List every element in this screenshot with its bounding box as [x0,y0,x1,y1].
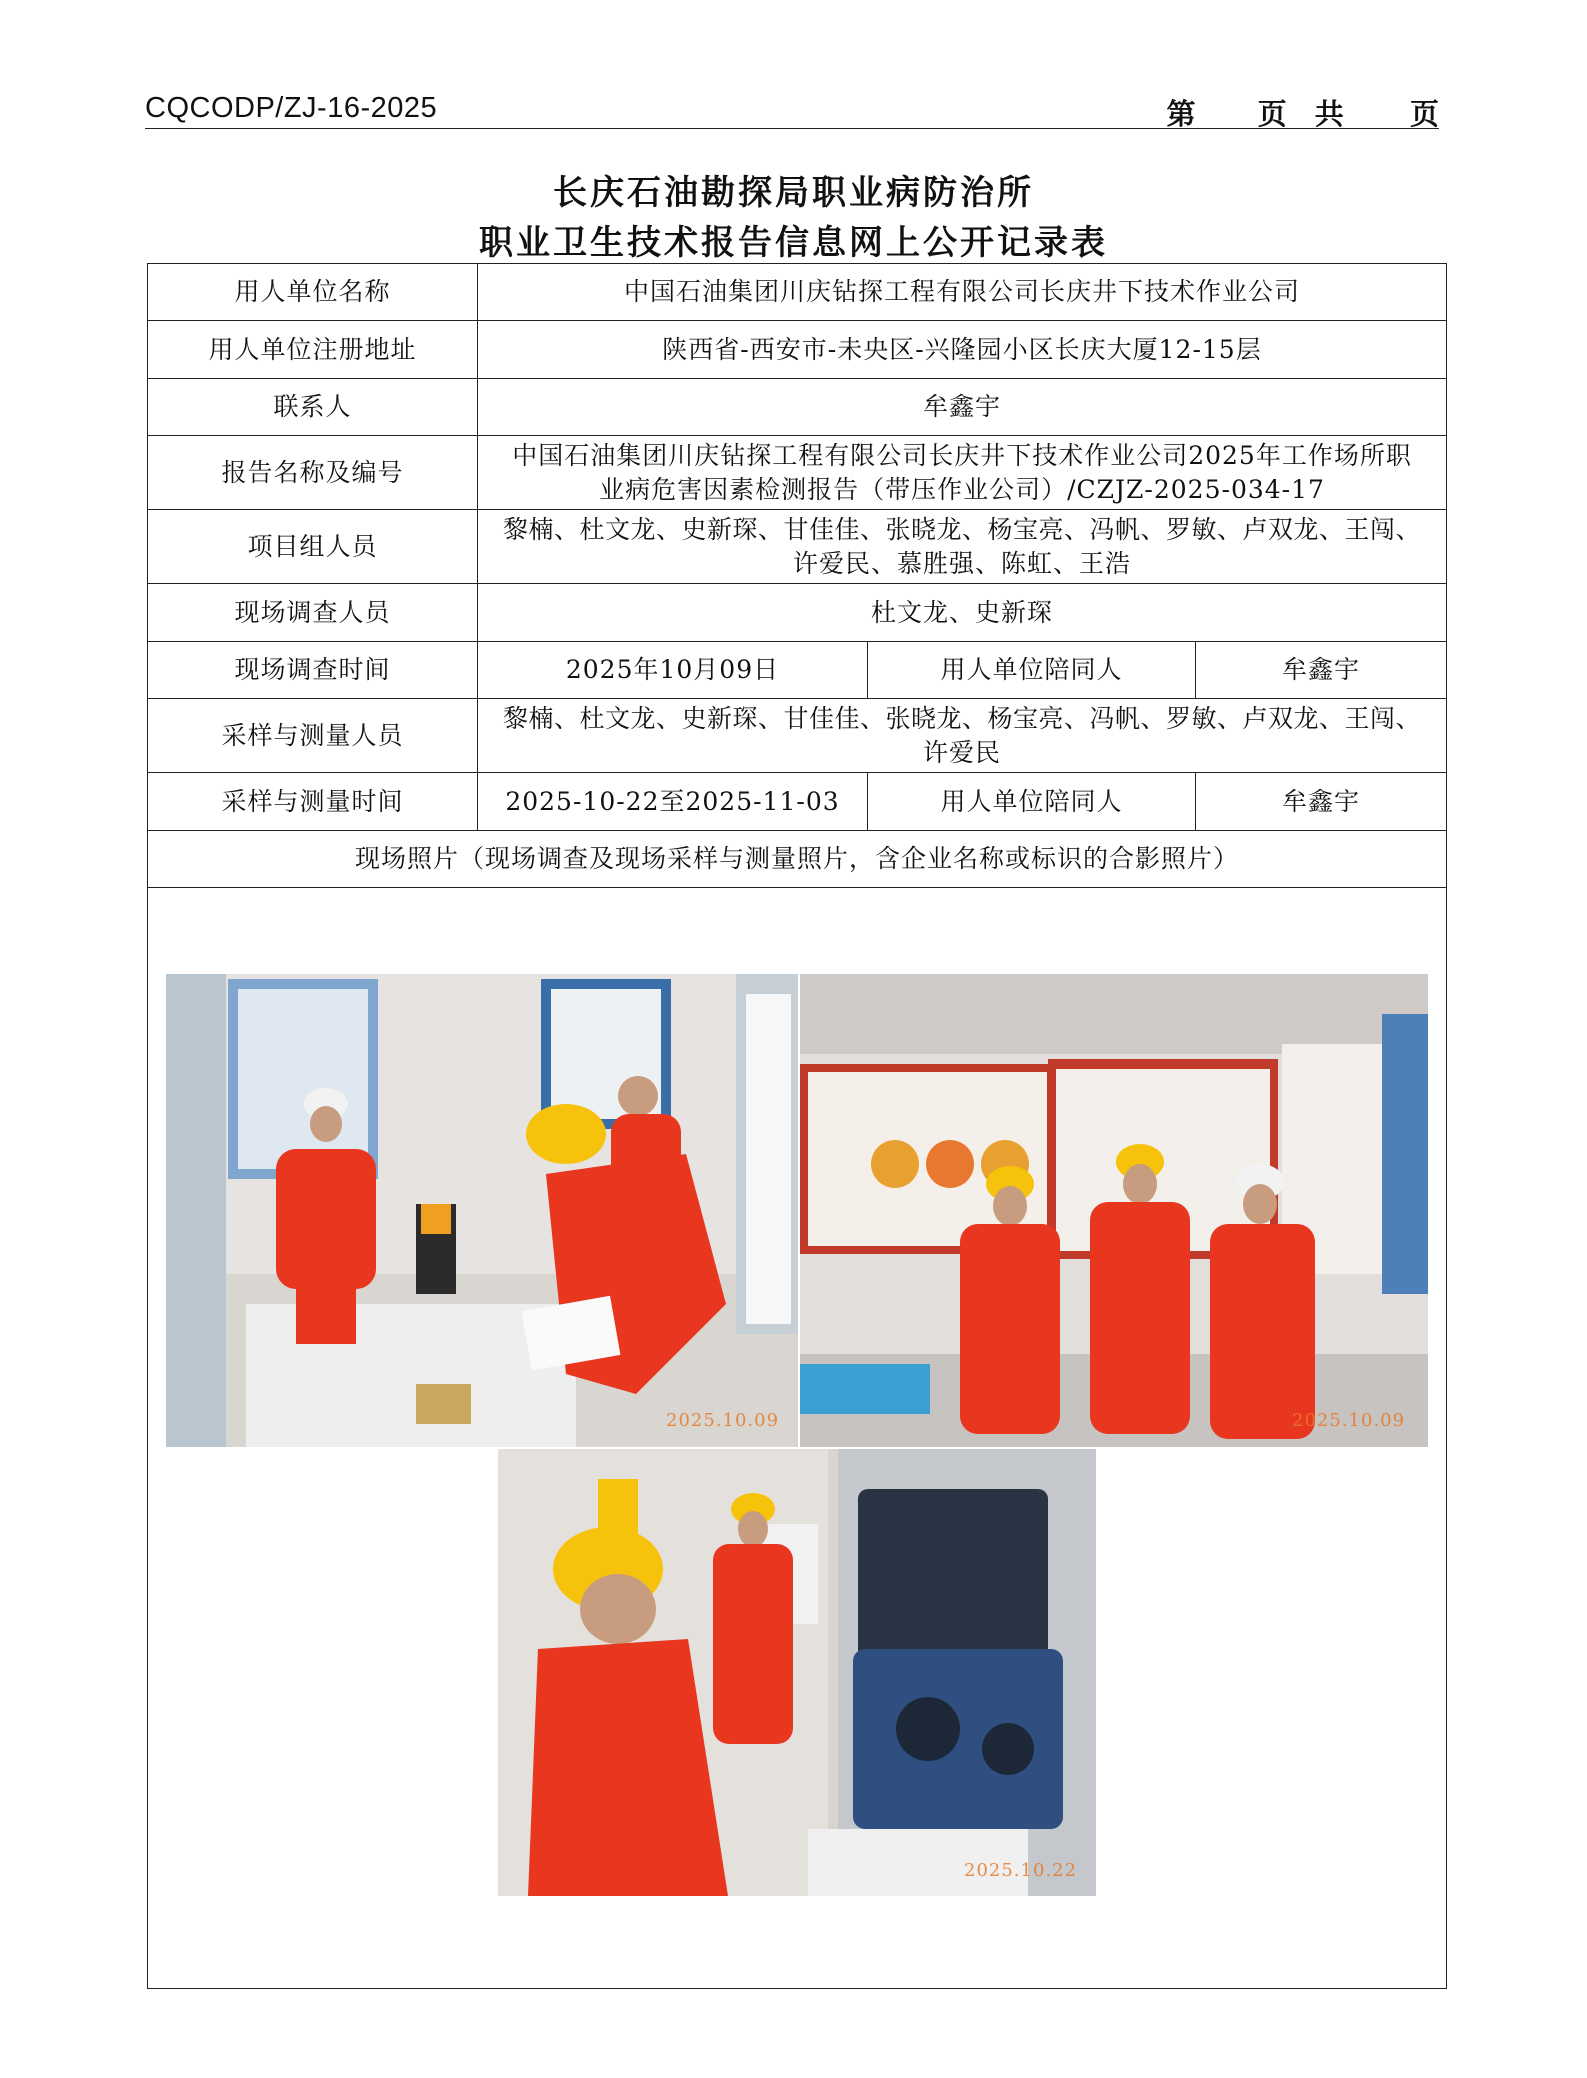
report-value [478,436,1447,510]
team-value-line2: 许爱民、慕胜强、陈虹、王浩 [793,548,1132,578]
photos-area [148,888,1447,1989]
row-survey-staff [148,584,1447,642]
sampling-staff-line1: 黎楠、杜文龙、史新琛、甘佳佳、张晓龙、杨宝亮、冯帆、罗敏、卢双龙、王闯、 [503,703,1422,733]
row-sampling-time [148,773,1447,831]
sampling-staff-line2: 许爱民 [923,737,1002,767]
sampling-escort-label: 用人单位陪同人 [868,773,1196,831]
photos-heading: 现场照片（现场调查及现场采样与测量照片，含企业名称或标识的合影照片） [148,831,1447,888]
row-sampling-staff [148,699,1447,773]
sampling-staff-label: 采样与测量人员 [148,699,478,773]
contact-value: 牟鑫宇 [478,379,1447,436]
employer-name-label: 用人单位名称 [148,264,478,321]
photo2-date-stamp: 2025.10.09 [1292,1410,1406,1431]
report-value-line2: 业病危害因素检测报告（带压作业公司）/CZJZ-2025-034-17 [599,474,1325,504]
team-value-line1: 黎楠、杜文龙、史新琛、甘佳佳、张晓龙、杨宝亮、冯帆、罗敏、卢双龙、王闯、 [503,514,1422,544]
row-employer-name [148,264,1447,321]
team-label: 项目组人员 [148,510,478,584]
sampling-measurement-photo [498,1449,1096,1896]
institute-title: 长庆石油勘探局职业病防治所 [553,173,1034,213]
row-survey-time [148,642,1447,699]
survey-escort-value: 牟鑫宇 [1196,642,1447,699]
row-project-team [148,510,1447,584]
contact-label: 联系人 [148,379,478,436]
form-title: 职业卫生技术报告信息网上公开记录表 [479,223,1108,263]
survey-time-value: 2025年10月09日 [478,642,868,699]
address-label: 用人单位注册地址 [148,321,478,379]
survey-escort-label: 用人单位陪同人 [868,642,1196,699]
row-report [148,436,1447,510]
row-address [148,321,1447,379]
photo1-date-stamp: 2025.10.09 [666,1410,780,1431]
row-contact [148,379,1447,436]
survey-staff-value: 杜文龙、史新琛 [478,584,1447,642]
document-code: CQCODP/ZJ-16-2025 [145,92,438,124]
survey-staff-label: 现场调查人员 [148,584,478,642]
site-survey-photo-office [166,974,798,1447]
page-number-label [1167,92,1439,133]
disclosure-record-table [147,263,1447,1989]
survey-time-label: 现场调查时间 [148,642,478,699]
employer-name-value: 中国石油集团川庆钻探工程有限公司长庆井下技术作业公司 [478,264,1447,321]
sampling-time-label: 采样与测量时间 [148,773,478,831]
row-photos-heading [148,831,1447,888]
photo3-date-stamp: 2025.10.22 [964,1860,1078,1881]
page-label-last: 页 [1409,97,1439,131]
sampling-staff-value [478,699,1447,773]
page-label-middle: 页共 [1257,97,1372,131]
page-label-first: 第 [1166,97,1196,131]
team-value [478,510,1447,584]
row-photos [148,888,1447,1989]
group-photo-with-company-board [800,974,1428,1447]
address-value: 陕西省-西安市-未央区-兴隆园小区长庆大厦12-15层 [478,321,1447,379]
report-value-line1: 中国石油集团川庆钻探工程有限公司长庆井下技术作业公司2025年工作场所职 [512,440,1412,470]
sampling-escort-value: 牟鑫宇 [1196,773,1447,831]
header-rule [145,128,1439,129]
sampling-time-value: 2025-10-22至2025-11-03 [478,773,868,831]
report-label: 报告名称及编号 [148,436,478,510]
